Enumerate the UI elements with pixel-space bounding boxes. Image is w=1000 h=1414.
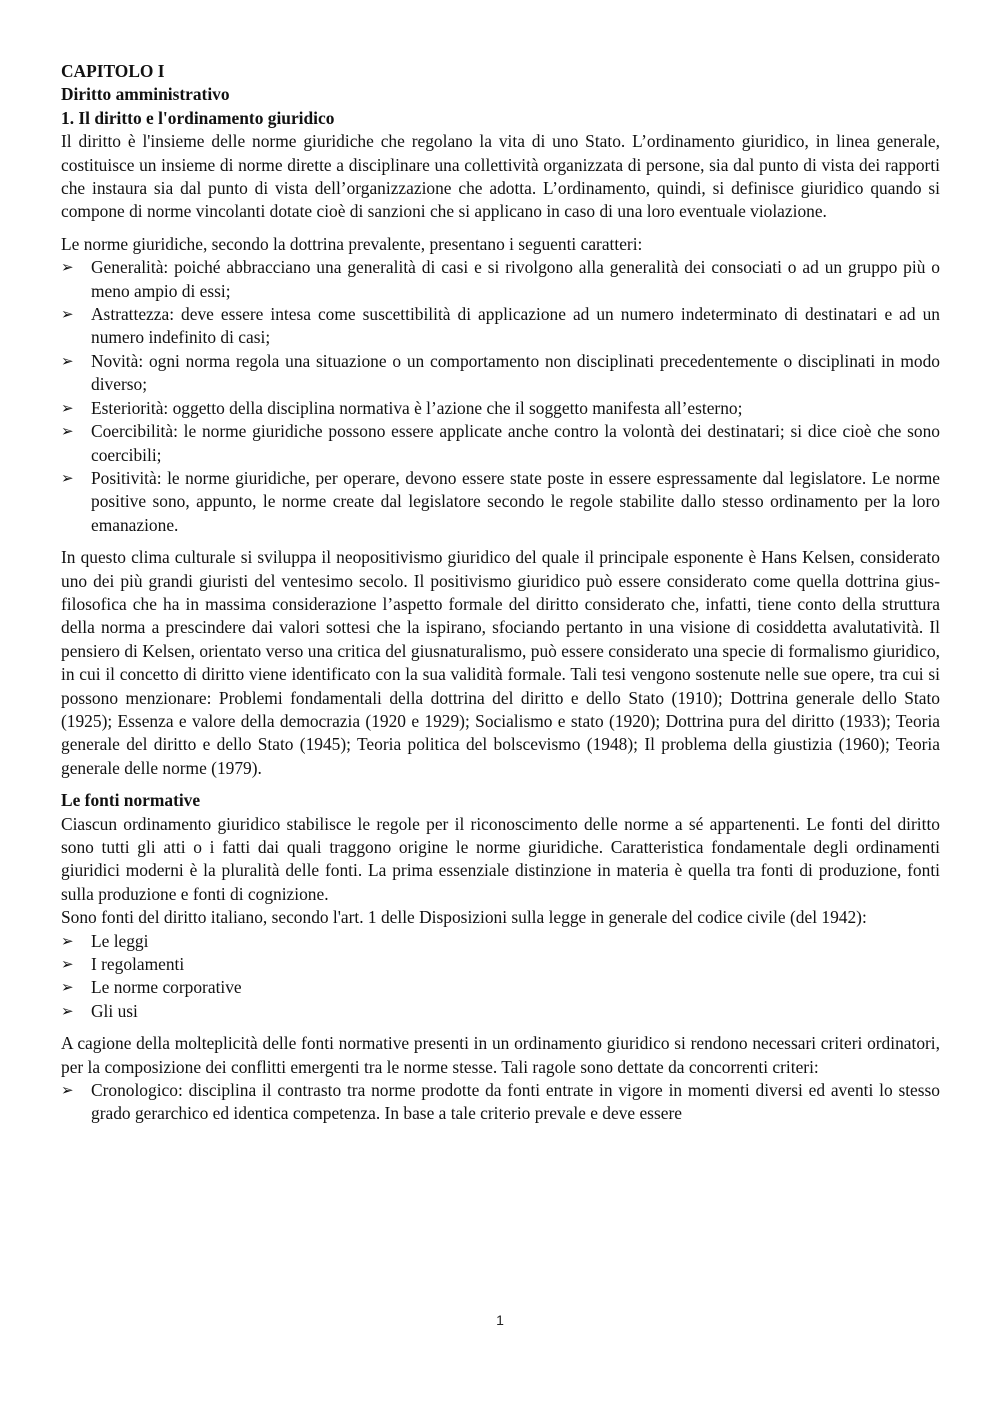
arrow-bullet-icon: ➢ <box>61 1001 74 1020</box>
caratteri-list <box>61 256 940 537</box>
list-item <box>61 930 940 953</box>
arrow-bullet-icon: ➢ <box>61 422 74 441</box>
list-item-text: Esteriorità: oggetto della disciplina normativa è l’azione che il soggetto manifesta all’esterno; <box>91 397 743 418</box>
list-item-text: I regolamenti <box>91 954 185 975</box>
list-item-text: Generalità: poiché abbracciano una generalità di casi e si rivolgono alla generalità dei consociati o ad un gruppo più o meno ampio di essi; <box>91 257 940 301</box>
list-item-text: Novità: ogni norma regola una situazione o un comportamento non disciplinati precedentemente o disciplinati in modo diverso; <box>91 350 940 395</box>
paragraph-fonti: Ciascun ordinamento giuridico stabilisce le regole per il riconoscimento delle norme a sé appartenenti. Le fonti del diritto sono tutti gli atti o i fatti dai quali traggono origine le norme giuridiche. Caratteristica fondamentale degli ordinamenti giuridici moderni è la pluralità delle fonti. La prima essenziale distinzione in materia è quella tra fonti di produzione, fonti sulla produzione e fonti di cognizione. <box>61 813 940 904</box>
list-item <box>61 467 940 537</box>
list-item <box>61 1079 940 1126</box>
page-number: 1 <box>496 1312 504 1328</box>
paragraph-caratteri-intro: Le norme giuridiche, secondo la dottrina prevalente, presentano i seguenti caratteri: <box>61 233 643 254</box>
arrow-bullet-icon: ➢ <box>61 305 74 324</box>
list-item <box>61 1000 940 1023</box>
arrow-bullet-icon: ➢ <box>61 351 74 370</box>
arrow-bullet-icon: ➢ <box>61 398 74 417</box>
arrow-bullet-icon: ➢ <box>61 468 74 487</box>
list-item <box>61 256 940 303</box>
list-item-text: Gli usi <box>91 1000 138 1021</box>
list-item-text: Astrattezza: deve essere intesa come suscettibilità di applicazione ad un numero indeterminato di destinatari e ad un numero indefinito di casi; <box>91 304 940 348</box>
list-item-text: Le leggi <box>91 930 149 951</box>
subject-title: Diritto amministrativo <box>61 84 230 105</box>
list-item <box>61 953 940 976</box>
paragraph-diritto: Il diritto è l'insieme delle norme giuridiche che regolano la vita di uno Stato. L’ordinamento giuridico, in linea generale, costituisce un insieme di norme dirette a disciplinare una collettività organizzata di persone, sia dal punto di vista dei rapporti che instaura sia dal punto di vista dell’organizzazione che adotta. L’ordinamento, quindi, si definisce giuridico quando si compone di norme vincolanti dotate cioè di sanzioni che si applicano in caso di una loro eventuale violazione. <box>61 131 940 222</box>
paragraph-fonti-italiane: Sono fonti del diritto italiano, secondo l'art. 1 delle Disposizioni sulla legge in generale del codice civile (del 1942): <box>61 907 867 928</box>
list-item-text: Coercibilità: le norme giuridiche possono essere applicate anche contro la volontà dei destinatari; si dice cioè che sono coercibili; <box>91 421 940 465</box>
list-item <box>61 350 940 397</box>
arrow-bullet-icon: ➢ <box>61 931 74 950</box>
section-title: 1. Il diritto e l'ordinamento giuridico <box>61 107 335 128</box>
document-page <box>61 60 940 1126</box>
arrow-bullet-icon: ➢ <box>61 1081 74 1100</box>
list-item <box>61 420 940 467</box>
fonti-heading: Le fonti normative <box>61 790 201 811</box>
paragraph-criteri: A cagione della molteplicità delle fonti normative presenti in un ordinamento giuridico si rendono necessari criteri ordinatori, per la composizione dei conflitti emergenti tra le norme stesse. Tali ragole sono dettate da concorrenti criteri: <box>61 1033 940 1077</box>
fonti-list <box>61 930 940 1024</box>
criteri-list <box>61 1079 940 1126</box>
list-item <box>61 397 940 420</box>
list-item-text: Cronologico: disciplina il contrasto tra norme prodotte da fonti entrate in vigore in momenti diversi ed aventi lo stesso grado gerarchico ed identica competenza. In base a tale criterio prevale e deve essere <box>91 1080 940 1124</box>
paragraph-kelsen: In questo clima culturale si sviluppa il neopositivismo giuridico del quale il principale esponente è Hans Kelsen, considerato uno dei più grandi giuristi del ventesimo secolo. Il positivismo giuridico può essere considerato come quella dottrina gius-filosofica che ha in massima considerazione l’aspetto formale del diritto considerato che, infatti, tiene conto della struttura della norma a prescindere dai valori sottesi che la ispirano, sfociando pertanto in una visione di cosiddetta avalutatività. Il pensiero di Kelsen, orientato verso una critica del giusnaturalismo, può essere considerato una specie di formalismo giuridico, in cui il concetto di diritto viene identificato con la sua validità formale. Tali tesi vengono sostenute nelle sue opere, tra cui si possono menzionare: Problemi fondamentali della dottrina del diritto e dello Stato (1910); Dottrina generale dello Stato (1925); Essenza e valore della democrazia (1920 e 1929); Socialismo e stato (1920); Dottrina pura del diritto (1933); Teoria generale del diritto e dello Stato (1945); Teoria politica del bolscevismo (1948); Il problema della giustizia (1960); Teoria generale delle norme (1979). <box>61 547 940 778</box>
chapter-title: CAPITOLO I <box>61 61 165 81</box>
list-item <box>61 303 940 350</box>
arrow-bullet-icon: ➢ <box>61 978 74 997</box>
list-item-text: Positività: le norme giuridiche, per operare, devono essere state poste in essere espressamente dal legislatore. Le norme positive sono, appunto, le norme create dal legislatore secondo le regole stabilite dallo stesso ordinamento per la loro emanazione. <box>91 467 940 535</box>
list-item <box>61 976 940 999</box>
list-item-text: Le norme corporative <box>91 977 242 998</box>
arrow-bullet-icon: ➢ <box>61 955 74 974</box>
arrow-bullet-icon: ➢ <box>61 258 74 277</box>
